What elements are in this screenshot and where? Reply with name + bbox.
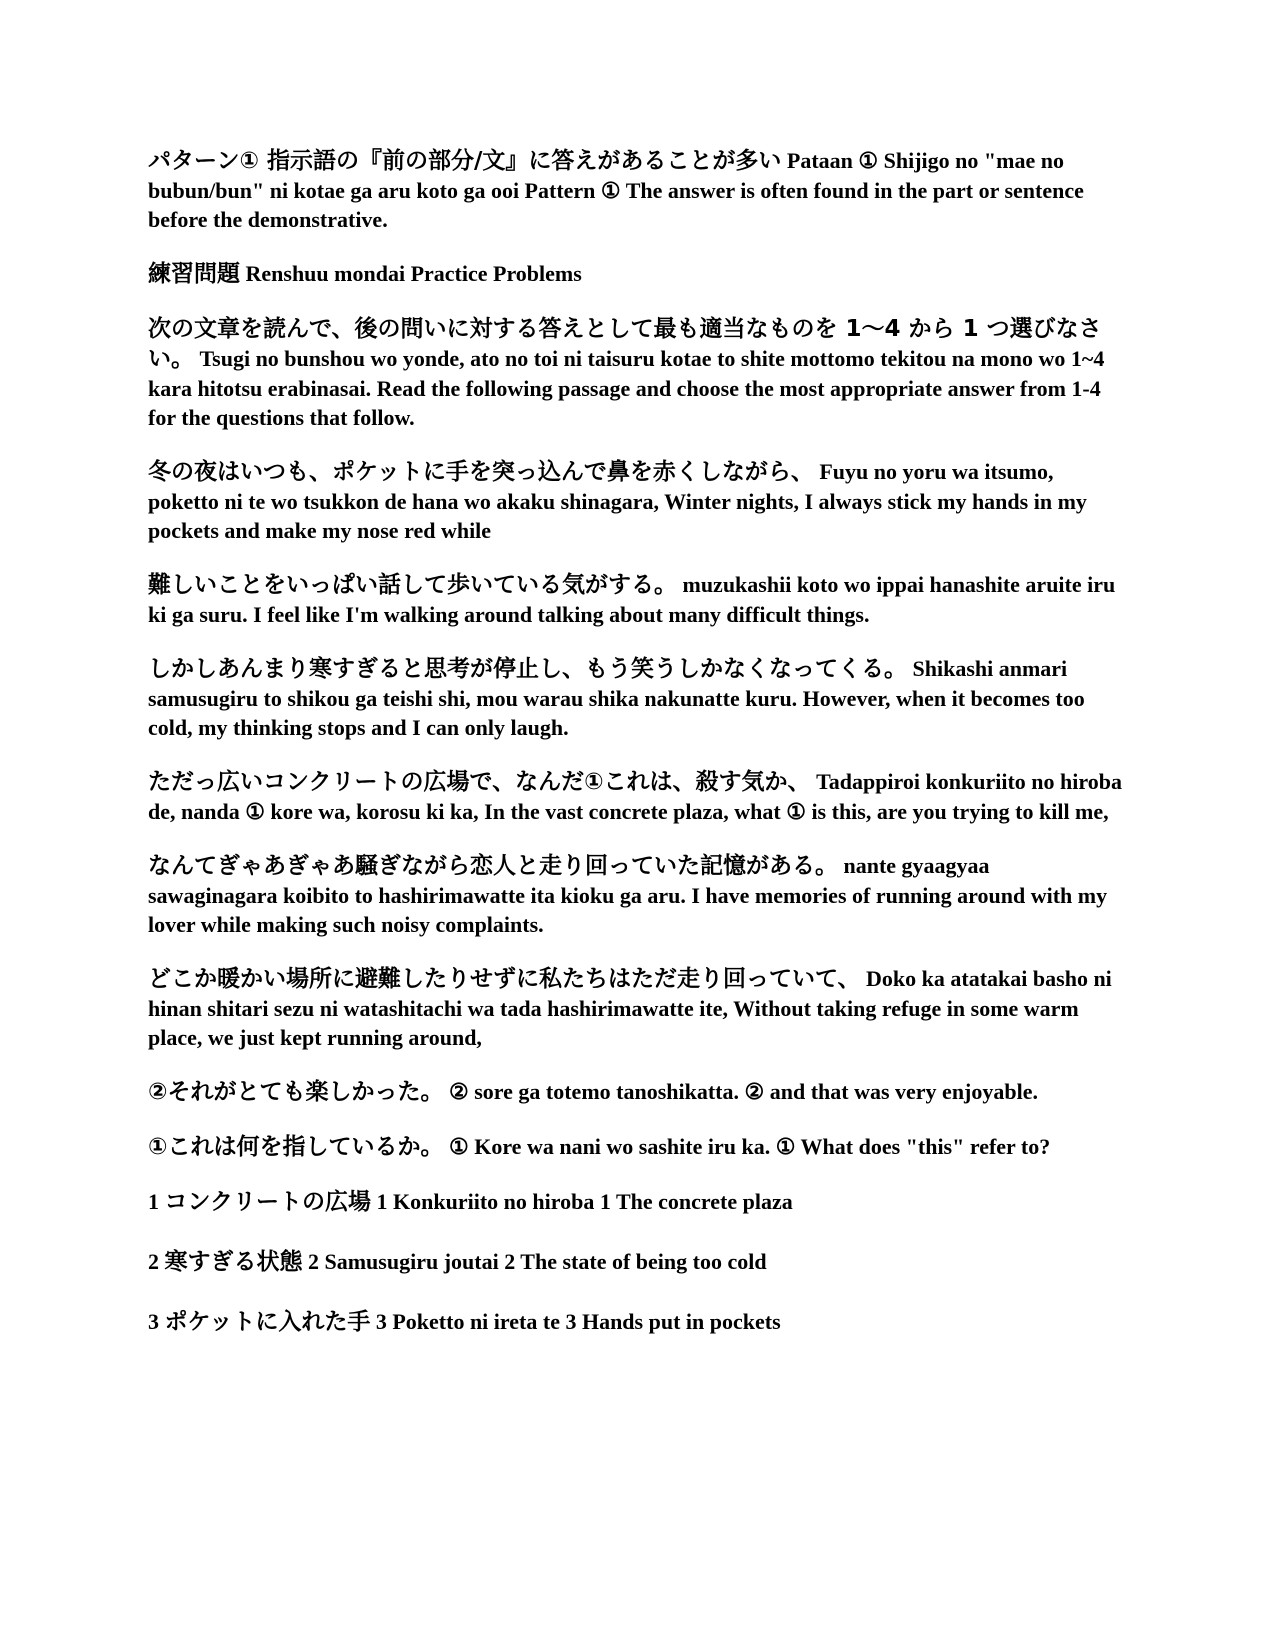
pattern-heading-text: Pataan ① Shijigo no "mae no bubun/bun" ni kotae ga aru koto ga ooi Pattern ① The answer is often found in the part or sentence before the demonstrative.	[148, 148, 1084, 232]
document-page	[148, 146, 1123, 1367]
option-number: 1	[148, 1189, 159, 1214]
instructions-text: Tsugi no bunshou wo yonde, ato no toi ni taisuru kotae to shite mottomo tekitou na mono wo 1~4 kara hitotsu erabinasai. Read the following passage and choose the most appropriate answer from 1-4 for the questions that follow.	[148, 346, 1105, 430]
passage-line-jp: どこか暖かい場所に避難したりせずに私たちはただ走り回っていて、	[148, 966, 861, 992]
question	[148, 1132, 1123, 1162]
passage-line-text: Tadappiroi konkuriito no hiroba de, nanda ① kore wa, korosu ki ka, In the vast concrete plaza, what ① is this, are you trying to kill me,	[148, 769, 1122, 824]
answer-option-3	[148, 1307, 1123, 1337]
option-text: 1 Konkuriito no hiroba 1 The concrete plaza	[376, 1189, 793, 1214]
answer-option-2	[148, 1247, 1123, 1277]
pattern-heading	[148, 146, 1123, 234]
passage-line-jp: 難しいことをいっぱい話して歩いている気がする。	[148, 572, 677, 598]
option-text: 3 Poketto ni ireta te 3 Hands put in pockets	[375, 1309, 781, 1334]
option-number: 3	[148, 1309, 159, 1334]
question-jp: ①これは何を指しているか。	[148, 1134, 444, 1160]
passage-line-text: ② sore ga totemo tanoshikatta. ② and that was very enjoyable.	[448, 1079, 1038, 1104]
passage-line	[148, 767, 1123, 826]
passage-line-jp: しかしあんまり寒すぎると思考が停止し、もう笑うしかなくなってくる。	[148, 656, 907, 682]
section-heading	[148, 259, 1123, 289]
passage-line-text: Fuyu no yoru wa itsumo, poketto ni te wo tsukkon de hana wo akaku shinagara, Winter nights, I always stick my hands in my pockets and make my nose red while	[148, 459, 1087, 543]
option-number: 2	[148, 1249, 159, 1274]
passage-line-text: Doko ka atatakai basho ni hinan shitari sezu ni watashitachi wa tada hashirimawatte ite, Without taking refuge in some warm place, we just kept running around,	[148, 966, 1112, 1050]
option-jp: コンクリートの広場	[164, 1189, 372, 1215]
passage-line	[148, 457, 1123, 545]
passage-line	[148, 851, 1123, 939]
passage-line-jp: 冬の夜はいつも、ポケットに手を突っ込んで鼻を赤くしながら、	[148, 459, 814, 485]
passage-line-text: nante gyaagyaa sawaginagara koibito to hashirimawatte ita kioku ga aru. I have memories of running around with my lover while making such noisy complaints.	[148, 853, 1108, 937]
section-heading-jp: 練習問題	[148, 261, 240, 287]
passage-line	[148, 1077, 1123, 1107]
passage-line-text: muzukashii koto wo ippai hanashite aruite iru ki ga suru. I feel like I'm walking around talking about many difficult things.	[148, 572, 1116, 627]
instructions	[148, 314, 1123, 432]
passage-line-jp: ②それがとても楽しかった。	[148, 1079, 444, 1105]
option-jp: 寒すぎる状態	[164, 1249, 303, 1275]
pattern-heading-jp: パターン① 指示語の『前の部分/文』に答えがあることが多い	[148, 148, 782, 174]
question-text: ① Kore wa nani wo sashite iru ka. ① What does "this" refer to?	[448, 1134, 1051, 1159]
passage-line	[148, 570, 1123, 629]
passage-line	[148, 654, 1123, 742]
passage-line	[148, 964, 1123, 1052]
passage-line-jp: なんてぎゃあぎゃあ騒ぎながら恋人と走り回っていた記憶がある。	[148, 853, 838, 879]
section-heading-text: Renshuu mondai Practice Problems	[245, 261, 582, 286]
instructions-jp: 次の文章を読んで、後の問いに対する答えとして最も適当なものを 1〜4 から 1 つ選びなさい。	[148, 316, 1102, 372]
passage-line-text: Shikashi anmari samusugiru to shikou ga teishi shi, mou warau shika nakunatte kuru. However, when it becomes too cold, my thinking stops and I can only laugh.	[148, 656, 1085, 740]
answer-option-1	[148, 1187, 1123, 1217]
option-text: 2 Samusugiru joutai 2 The state of being too cold	[308, 1249, 767, 1274]
option-jp: ポケットに入れた手	[164, 1309, 371, 1335]
passage-line-jp: ただっ広いコンクリートの広場で、なんだ①これは、殺す気か、	[148, 769, 811, 795]
